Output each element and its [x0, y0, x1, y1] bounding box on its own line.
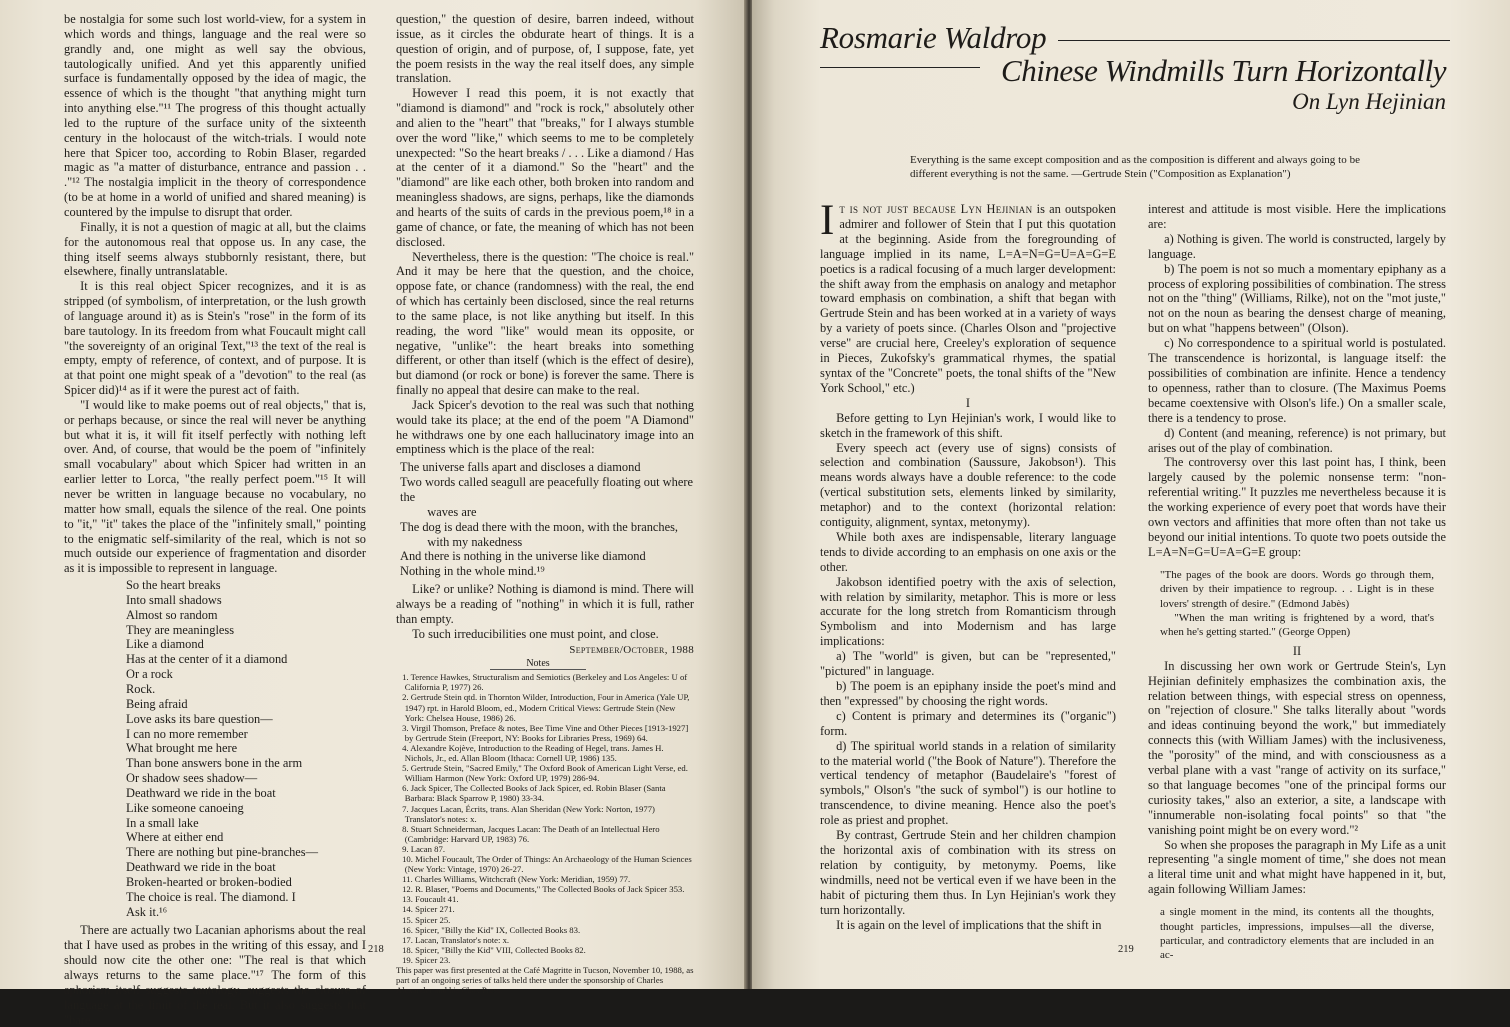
endnote: 13. Foucault 41.	[402, 894, 459, 905]
paragraph: While both axes are indispensable, literary language tends to divide according to an emphasis on one axis or the other.	[820, 529, 1116, 574]
poem-line: Or shadow sees shadow—	[126, 771, 258, 786]
poem-line: Ask it.¹⁶	[126, 904, 168, 919]
implications-list	[820, 649, 1116, 828]
endnote: 2. Gertrude Stein qtd. in Thornton Wilder, Introduction, Four in America (Yale UP, 1947) rpt. in Harold Bloom, ed., Modern Critical Views: Gertrude Stein (New York: Chelsea House, 1986) 26.	[402, 692, 690, 723]
quote-text: a single moment in the mind, its contents all the thoughts, thought particles, impressions, impulses—all the diverse, particular, and contradictory elements that are included in an ac-	[1160, 906, 1434, 962]
quote-text: "The pages of the book are doors. Words go through them, driven by their impatience to regroup. . . Light is in these lovers' strength of desire." (Edmond Jabès)	[1160, 568, 1434, 610]
left-column-2	[396, 12, 694, 996]
implications-list	[1148, 232, 1446, 456]
list-item: b) The poem is not so much a momentary epiphany as a process of exploring possibilities of combination. The stress not on the "thing" (Williams, Rilke), not on the "mot juste," not on the noun as bearing the densest charge of meaning, but on what "happens between" (Olson).	[1148, 261, 1446, 336]
poem-line: In a small lake	[126, 815, 199, 830]
notes-heading: Notes	[490, 658, 586, 670]
endnote: 18. Spicer, "Billy the Kid" VIII, Collected Books 82.	[402, 944, 586, 955]
spicer-poem	[126, 578, 366, 919]
header-rule	[1058, 40, 1450, 41]
section-number: I	[965, 395, 971, 410]
lead-smallcaps: t is not just because Lyn Hejinian	[839, 202, 1033, 216]
paragraph: "I would like to make poems out of real objects," that is, or perhaps because, or since the real will never be anything but what it is, it will fit itself perfectly with nothing left over. And, of course, that would be the poem of "infinitely small vocabulary" about which Spicer had written in an earlier letter to Lorca, "the really perfect poem."¹⁵ It will never be written in language because no vocabulary, no matter how small, equals the silence of the real. One points to "it," "it" takes the place of the "infinitely small," pointing to the enigmatic self-similarity of the real, which is not so much outside our experience of fragmentation and disorder as it is impossible to represent in language.	[64, 397, 366, 576]
paragraph: Jack Spicer's devotion to the real was such that nothing would take its place; at the end of the poem "A Diamond" he withdraws one by one each hallucinatory image into an emptiness which is the place of the real:	[396, 397, 694, 457]
endnote: 8. Stuart Schneiderman, Jacques Lacan: The Death of an Intellectual Hero (Cambridge: Harvard UP, 1983) 76.	[402, 823, 660, 844]
list-item: a) Nothing is given. The world is constructed, largely by language.	[1148, 231, 1446, 261]
quote-text: "When the man writing is frightened by a word, that's when he's getting started." (George Oppen)	[1160, 611, 1434, 639]
block-quote	[1160, 568, 1434, 640]
paragraph: However I read this poem, it is not exactly that "diamond is diamond" and "rock is rock," absolutely other and alien to the "heart" that "breaks," for I always stumble over the word "like," which seems to me to be completely unexpected: "So the heart breaks / . . . Like a diamond / Has at the center of it a diamond." So the "heart" and the "diamond" are like each other, both broken into random and meaningless shadows, are signs, perhaps, like the diamonds and hearts of the suits of cards in the previous poem,¹⁸ in a game of chance, or fate, the meaning of which has not been disclosed.	[396, 86, 694, 249]
list-item: d) The spiritual world stands in a relation of similarity to the material world ("the Book of Nature"). Therefore the vertical tendency of metaphor (Baudelaire's "forest of symbols," Olson's "the suck of symbol") is our hotline to transcendence, to divine meaning. Hence also the poet's role as priest and prophet.	[820, 738, 1116, 828]
paragraph: There are actually two Lacanian aphorisms about the real that I have used as probes in the writing of this essay, and I should now cite the other one: "The real is that which always returns to the same place."¹⁷ The form of this aphorism itself suggests tautology, suggests the closure of language at the limit of the real. But it also suggests that "bare	[64, 923, 366, 1027]
list-item: d) Content (and meaning, reference) is not primary, but arises out of the play of combination.	[1148, 425, 1446, 455]
poem-line: Almost so random	[126, 607, 218, 622]
paragraph: The controversy over this last point has, I think, been largely caused by the polemic nonsense term: "non-referential writing." It puzzles me nevertheless because it is the working experience of every poet that words have their own vectors and affinities that more often than not take us beyond our initial intentions. To quote two poets outside the L=A=N=G=U=A=G=E group:	[1148, 455, 1446, 559]
paragraph: In discussing her own work or Gertrude Stein's, Lyn Hejinian definitely emphasizes the combination axis, the relation between things, with especial stress on openness, on "rejection of closure." She talks literally about "words and ideas continuing beyond the work," but immediately connects this (with William James) with the inclusiveness, the "porosity" of the mind, and with consciousness as a verbal plane with a vast "range of activity on its surface," so that language becomes "one of the principal forms our curiosity takes," also an exterior, a site, a landscape with "innumerable non-isolating focal points" so that "the vanishing point might be on every word."²	[1148, 658, 1446, 837]
poem-line: Deathward we ride in the boat	[126, 785, 276, 800]
poem-line: Rock.	[126, 681, 156, 696]
endnote: 10. Michel Foucault, The Order of Things: An Archaeology of the Human Sciences (New York: Vintage, 1970) 26-27.	[402, 853, 692, 875]
paragraph: interest and attitude is most visible. Here the implications are:	[1148, 202, 1446, 231]
endnote: 4. Alexandre Kojève, Introduction to the Reading of Hegel, trans. James H. Nichols, Jr., ed. Allan Bloom (Ithaca: Cornell UP, 1986) 135.	[402, 742, 664, 764]
opening-paragraph	[820, 197, 1116, 396]
stanza-line: Nothing in the whole mind.¹⁹	[400, 564, 545, 579]
endnote: 15. Spicer 25.	[402, 914, 451, 925]
page-number: 219	[1118, 944, 1134, 955]
paragraph: Jakobson identified poetry with the axis of selection, with relation by similarity, metaphor. This is more or less accurate for the long stretch from Romanticism through Symbolism and into Modernism and has large implications:	[820, 574, 1116, 649]
date-signoff: September/October, 1988	[569, 644, 694, 657]
endnote: 3. Virgil Thomson, Preface & notes, Bee Time Vine and Other Pieces [1913-1927] by Gertrude Stein (Freeport, NY: Books for Libraries Press, 1969) 64.	[402, 722, 689, 743]
list-item: b) The poem is an epiphany inside the poet's mind and then "expressed" by choosing the right words.	[820, 679, 1116, 708]
drop-cap: I	[820, 197, 835, 244]
stanza-line: with my nakedness	[427, 534, 523, 549]
paragraph: Every speech act (every use of signs) consists of selection and combination (Saussure, Jakobson¹). This means words always have a double reference: to the code (vertical substitution sets, elements linked by similarity, metaphor) and to the context (horizontal relation: contiguity, alignment, syntax, metonymy).	[820, 440, 1116, 530]
article-title: Chinese Windmills Turn Horizontally	[1001, 53, 1446, 88]
section-number: II	[1292, 643, 1302, 658]
author-name: Rosmarie Waldrop	[820, 20, 1047, 55]
page-number: 218	[368, 944, 384, 955]
poem-line: So the heart breaks	[126, 578, 221, 593]
poem-line: The choice is real. The diamond. I	[126, 889, 296, 904]
poem-line: Has at the center of it a diamond	[126, 652, 288, 667]
stanza-line: waves are	[427, 504, 477, 519]
stanza-line: Two words called seagull are peacefully floating out where the	[400, 475, 693, 504]
paragraph: Like? or unlike? Nothing is diamond is mind. There will always be a reading of "nothing" in which it is full, rather than empty.	[396, 582, 694, 626]
paragraph: be nostalgia for some such lost world-view, for a system in which words and things, language and the real were so grandly and, one might as well say the obvious, tautologically unified. And yet this apparently unified surface is fundamentally opposed by the idea of magic, the essence of which is the thought "that anything might turn into anything else."¹¹ The progress of this thought actually led to the rupture of the surface unity of the sixteenth century in the holocaust of the witch-trials. I would note here that Spicer too, according to Robin Blaser, regarded magic as "a matter of disturbance, entrance and passion . . ."¹² The nostalgia implicit in the theory of correspondence (to be at home in a world of unified and shared meaning) is countered by the impulse to disrupt that order.	[64, 12, 366, 219]
poem-line: There are nothing but pine-branches—	[126, 845, 318, 860]
left-column-1	[64, 12, 366, 1027]
epigraph: Everything is the same except composition and as the composition is different and always going to be different everything is not the same. —Gertrude Stein ("Composition as Explanation")	[910, 154, 1360, 180]
article-subtitle: On Lyn Hejinian	[1292, 89, 1446, 114]
poem-line: Or a rock	[126, 667, 173, 682]
poem-line: They are meaningless	[126, 622, 235, 637]
list-item: c) No correspondence to a spiritual world is postulated. The transcendence is horizontal, is language itself: the possibilities of combination are infinite. Hence a tendency to openness, rather than to closure. (The Maximus Poems became coextensive with Olson's life.) On a smaller scale, there is a tendency to prose.	[1148, 336, 1446, 425]
poem-line: What brought me here	[126, 741, 238, 756]
endnote: 7. Jacques Lacan, Écrits, trans. Alan Sheridan (New York: Norton, 1977) Translator's notes: x.	[402, 803, 655, 824]
right-page	[752, 0, 1510, 989]
stanza-line: And there is nothing in the universe like diamond	[400, 549, 646, 564]
poem-line: I can no more remember	[126, 726, 248, 741]
header-rule	[820, 67, 980, 68]
poem-line: Than bone answers bone in the arm	[126, 756, 303, 771]
endnote: 5. Gertrude Stein, "Sacred Emily," The Oxford Book of American Light Verse, ed. William Harmon (New York: Oxford UP, 1979) 286-94.	[402, 763, 688, 784]
paragraph: By contrast, Gertrude Stein and her children champion the horizontal axis of combination with its stress on relation by contiguity, by metonymy. Poems, like windmills, need not be vertical even if we have been in the habit of picturing them thus. In Lyn Hejinian's work they turn horizontally.	[820, 828, 1116, 917]
poem-line: Into small shadows	[126, 592, 222, 607]
endnote: 1. Terence Hawkes, Structuralism and Semiotics (Berkeley and Los Angeles: U of California P, 1977) 26.	[402, 672, 688, 693]
paragraph: To such irreducibilities one must point, and close.	[412, 626, 659, 641]
article-header	[752, 0, 1510, 130]
right-column-1	[820, 197, 1116, 942]
poem-line: Being afraid	[126, 696, 188, 711]
block-quote	[1160, 905, 1434, 963]
endnote: 19. Spicer 23.	[402, 954, 451, 965]
paragraph: Before getting to Lyn Hejinian's work, I would like to sketch in the framework of this shift.	[820, 410, 1116, 440]
presentation-credit: This paper was first presented at the Café Magritte in Tucson, November 10, 1988, as part of an ongoing series of talks held there under the sponsorship of Charles Alexander and his Chax Press.	[396, 965, 694, 996]
poem-line: Love asks its bare question—	[126, 711, 273, 726]
spicer-diamond-stanza	[400, 460, 694, 579]
endnotes	[396, 672, 694, 995]
poem-line: Like someone canoeing	[126, 800, 244, 815]
stanza-line: The dog is dead there with the moon, with the branches,	[400, 519, 679, 534]
paragraph: Finally, it is not a question of magic at all, but the claims for the autonomous real that oppose us. In any case, the thing itself seems always stubbornly resistant, there, but elsewhere, finally untranslatable.	[64, 219, 366, 279]
endnote: 14. Spicer 271.	[402, 904, 455, 915]
left-page	[0, 0, 748, 1027]
endnote: 17. Lacan, Translator's note: x.	[402, 934, 510, 945]
poem-line: Deathward we ride in the boat	[126, 860, 276, 875]
endnote: 12. R. Blaser, "Poems and Documents," The Collected Books of Jack Spicer 353.	[402, 884, 685, 895]
paragraph-text: is an outspoken admirer and follower of Stein that I put this quotation at the beginning. Aside from the foregrounding of language implied in its name, L=A=N=G=U=A=G=E poetics is a radical focusing of a much larger development: the shift away from the emphasis on analogy and metaphor toward emphasis on combination, a shift that began with Gertrude Stein and has been worked at in a variety of ways by a variety of poets since. (Charles Olson and "projective verse" are crucial here, Creeley's exploration of sequence in Pieces, Zukofsky's grammatical rhymes, the spatial syntax of the "Concrete" poets, the tonal shifts of the "New York School," etc.)	[820, 202, 1116, 395]
paragraph: Nevertheless, there is the question: "The choice is real." And it may be here that the question, and the choice, oppose fate, or chance (randomness) with the real, the end of which has certainly been disclosed, since the real returns to the same place, is not like anything but itself. In this reading, the word "like" would mean its opposite, or negative, "unlike": the heart breaks into something different, or other than itself (which is the effect of desire), but diamond (or rock or bone) is forever the same. There is finally no appeal that desire can make to the real.	[396, 249, 694, 398]
list-item: a) The "world" is given, but can be "represented," "pictured" in language.	[820, 649, 1116, 679]
endnote: 9. Lacan 87.	[402, 843, 446, 854]
stanza-line: The universe falls apart and discloses a diamond	[400, 460, 641, 475]
list-item: c) Content is primary and determines its ("organic") form.	[820, 708, 1116, 738]
paragraph: question," the question of desire, barren indeed, without issue, as it circles the obdurate heart of things. It is a question of origin, and of purpose, of, I suppose, fate, yet the poem resists in the way the real itself does, any simple translation.	[396, 12, 694, 86]
poem-line: Where at either end	[126, 830, 224, 845]
endnote: 11. Charles Williams, Witchcraft (New York: Meridian, 1959) 77.	[402, 874, 631, 885]
right-column-2	[1148, 202, 1446, 962]
paragraph: It is again on the level of implications that the shift in	[836, 917, 1102, 932]
paragraph: So when she proposes the paragraph in My Life as a unit representing "a single moment of time," she does not mean a literal time unit and what might have happened in it, but, again following William James:	[1148, 837, 1446, 897]
paragraph: It is this real object Spicer recognizes, and it is as stripped (of symbolism, of interpretation, or the lush growth of language around it) as is Stein's "rose" in the form of its bare tautology. In its freedom from what Foucault might call "the sovereignty of an original Text,"¹³ the text of the real is empty, empty of reference, of context, and of purpose. It is at that point one might speak of a "devotion" to the real (as Spicer did)¹⁴ as if it were the purest act of faith.	[64, 279, 366, 398]
endnote: 6. Jack Spicer, The Collected Books of Jack Spicer, ed. Robin Blaser (Santa Barbara: Black Sparrow P, 1980) 33-34.	[402, 783, 666, 804]
poem-line: Like a diamond	[126, 637, 204, 652]
endnote: 16. Spicer, "Billy the Kid" IX, Collected Books 83.	[402, 924, 581, 935]
poem-line: Broken-hearted or broken-bodied	[126, 874, 292, 889]
